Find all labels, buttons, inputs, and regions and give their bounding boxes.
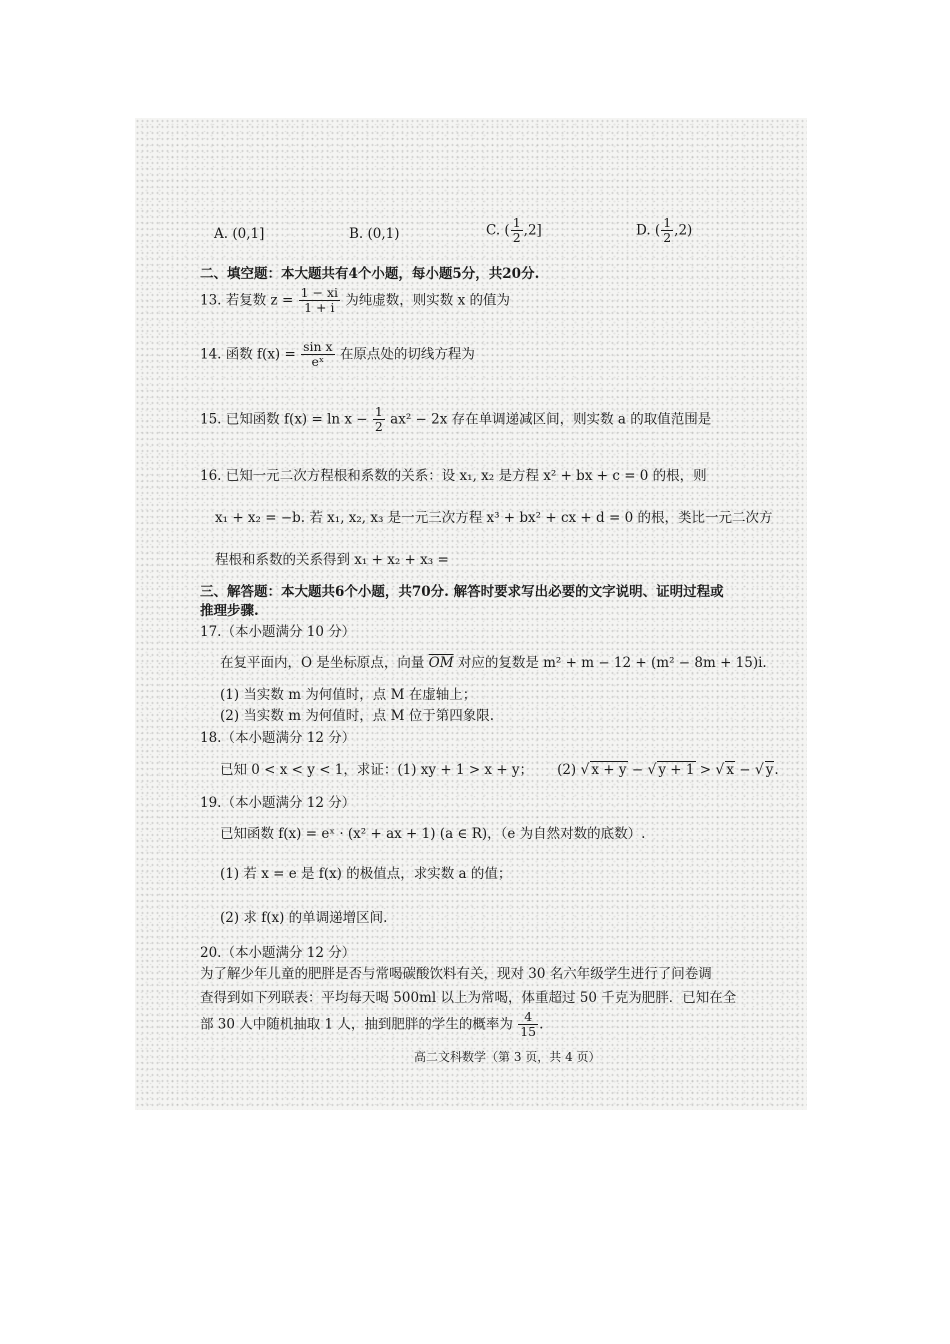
question-13: 13. 若复数 z = $\frac{1 - xi}{1 + i}$ 为纯虚数，则实数 x 的值为 <box>200 285 510 316</box>
question-20-title: 20.（本小题满分 12 分） <box>200 945 356 961</box>
question-18-stem: 已知 0 < x < y < 1，求证：(1) xy + 1 > x + y； (2) √ x + y − √ y + 1 > √ x − √ y. <box>220 762 779 778</box>
option-b: B. (0,1) <box>349 226 400 242</box>
question-19-part-2: (2) 求 f(x) 的单调递增区间. <box>220 910 388 926</box>
question-20-line-2: 查得到如下列联表：平均每天喝 500ml 以上为常喝，体重超过 50 千克为肥胖．已知在全 <box>200 990 737 1006</box>
question-20-line-3: 部 30 人中随机抽取 1 人，抽到肥胖的学生的概率为 $\frac{4}{15}$ . <box>200 1009 544 1040</box>
vector-om: $\overline{OM}$ <box>428 655 454 671</box>
option-d: D. ( $\frac{1}{2}$ ,2) <box>636 215 693 246</box>
question-19-stem: 已知函数 f(x) = eˣ · (x² + ax + 1) (a ∈ R)，（e 为自然对数的底数）. <box>220 826 646 842</box>
question-19-part-1: (1) 若 x = e 是 f(x) 的极值点，求实数 a 的值； <box>220 866 512 882</box>
question-16-line-3: 程根和系数的关系得到 x₁ + x₂ + x₃ = <box>215 552 449 568</box>
option-c: C. ( $\frac{1}{2}$ ,2] <box>486 215 542 246</box>
question-20-line-1: 为了解少年儿童的肥胖是否与常喝碳酸饮料有关，现对 30 名六年级学生进行了问卷调 <box>200 966 712 982</box>
section-2-heading: 二、填空题：本大题共有4个小题，每小题5分，共20分. <box>200 266 540 282</box>
question-17-part-1: (1) 当实数 m 为何值时，点 M 在虚轴上； <box>220 687 477 703</box>
question-16-line-2: x₁ + x₂ = −b. 若 x₁, x₂, x₃ 是一元三次方程 x³ + bx² + cx + d = 0 的根，类比一元二次方 <box>215 510 773 526</box>
section-3-heading-line-1: 三、解答题：本大题共6个小题，共70分. 解答时要求写出必要的文字说明、证明过程或 <box>200 584 724 600</box>
question-16-line-1: 16. 已知一元二次方程根和系数的关系：设 x₁, x₂ 是方程 x² + bx + c = 0 的根，则 <box>200 468 707 484</box>
question-17-part-2: (2) 当实数 m 为何值时，点 M 位于第四象限. <box>220 708 494 724</box>
question-17-title: 17.（本小题满分 10 分） <box>200 624 356 640</box>
question-19-title: 19.（本小题满分 12 分） <box>200 795 356 811</box>
option-a: A. (0,1] <box>214 226 265 242</box>
question-18-title: 18.（本小题满分 12 分） <box>200 730 356 746</box>
page-footer: 高二文科数学（第 3 页，共 4 页） <box>414 1050 601 1064</box>
question-17-stem: 在复平面内，O 是坐标原点，向量 $\overline{OM}$ 对应的复数是 m² + m − 12 + (m² − 8m + 15)i. <box>220 655 767 671</box>
question-15: 15. 已知函数 f(x) = ln x − $\frac{1}{2}$ ax² − 2x 存在单调递减区间，则实数 a 的取值范围是 <box>200 404 712 435</box>
section-3-heading-line-2: 推理步骤. <box>200 603 259 619</box>
question-14: 14. 函数 f(x) = $\frac{\text{sin x}}{\text{eˣ}}$ 在原点处的切线方程为 <box>200 339 475 370</box>
